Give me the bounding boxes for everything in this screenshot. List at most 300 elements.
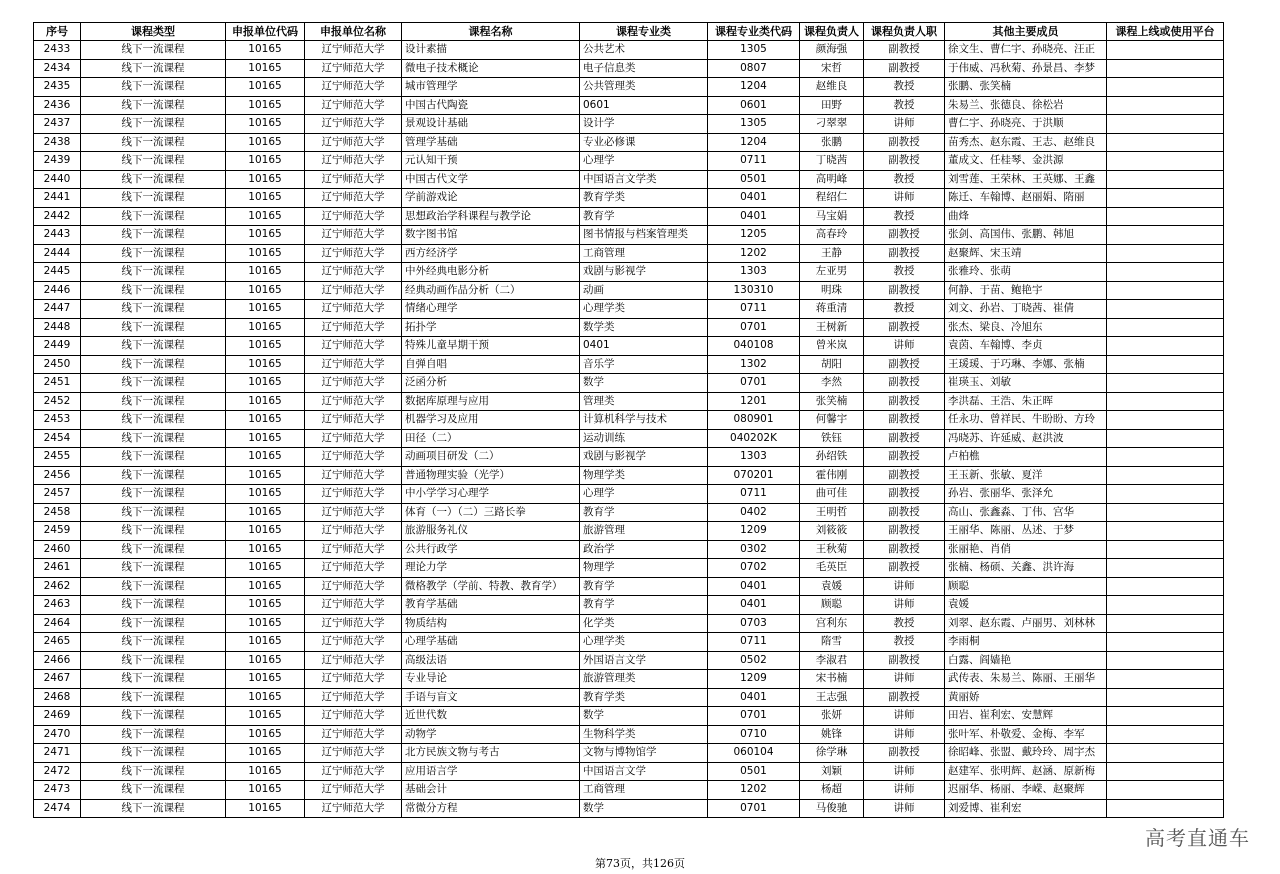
table-cell: 2454 [34,429,81,448]
table-cell: 10165 [226,725,305,744]
table-cell: 辽宁师范大学 [305,503,402,522]
table-cell: 线下一流课程 [81,485,226,504]
table-row [34,337,1224,356]
table-cell: 张剑、高国伟、张鹏、韩旭 [945,226,1107,245]
table-cell: 0402 [708,503,800,522]
table-row [34,448,1224,467]
table-row [34,522,1224,541]
table-cell: 副教授 [864,281,945,300]
table-cell: 管理类 [580,392,708,411]
table-cell: 旅游管理类 [580,670,708,689]
table-cell: 2433 [34,41,81,60]
table-cell: 0501 [708,762,800,781]
table-cell: 辽宁师范大学 [305,670,402,689]
table-cell: 0711 [708,152,800,171]
table-cell: 1305 [708,41,800,60]
table-cell: 副教授 [864,244,945,263]
table-cell: 0401 [708,688,800,707]
table-cell: 2447 [34,300,81,319]
table-cell: 徐学琳 [800,744,864,763]
table-cell: 1202 [708,781,800,800]
table-cell: 辽宁师范大学 [305,651,402,670]
table-cell: 卢柏樵 [945,448,1107,467]
table-cell: 姚锋 [800,725,864,744]
table-cell: 10165 [226,448,305,467]
table-cell: 公共管理类 [580,78,708,97]
table-cell: 10165 [226,522,305,541]
table-cell: 2443 [34,226,81,245]
table-cell: 副教授 [864,59,945,78]
table-cell: 数学类 [580,318,708,337]
column-header: 课程类型 [81,23,226,41]
table-cell: 刘文、孙岩、丁晓茜、崔倩 [945,300,1107,319]
table-cell: 1209 [708,670,800,689]
table-cell: 辽宁师范大学 [305,559,402,578]
table-cell: 辽宁师范大学 [305,244,402,263]
table-cell: 2436 [34,96,81,115]
table-cell: 微格教学（学前、特教、教育学） [402,577,580,596]
table-cell: 10165 [226,355,305,374]
table-cell: 心理学类 [580,633,708,652]
table-cell: 0401 [708,596,800,615]
table-cell: 10165 [226,540,305,559]
table-cell: 10165 [226,59,305,78]
table-cell: 副教授 [864,466,945,485]
table-cell: 王玉新、张敏、夏洋 [945,466,1107,485]
table-cell: 教授 [864,263,945,282]
table-cell: 2473 [34,781,81,800]
table-cell: 铁钰 [800,429,864,448]
table-cell: 线下一流课程 [81,207,226,226]
table-cell: 中国语言文学类 [580,170,708,189]
table-cell: 微电子技术概论 [402,59,580,78]
table-cell: 10165 [226,96,305,115]
table-cell: 思想政治学科课程与教学论 [402,207,580,226]
table-cell: 0807 [708,59,800,78]
table-cell: 线下一流课程 [81,244,226,263]
table-cell: 蒋重清 [800,300,864,319]
table-cell: 基础会计 [402,781,580,800]
table-cell: 旅游服务礼仪 [402,522,580,541]
table-cell [1107,577,1224,596]
table-cell: 10165 [226,411,305,430]
table-cell: 辽宁师范大学 [305,744,402,763]
table-row [34,226,1224,245]
table-cell: 副教授 [864,392,945,411]
column-header: 其他主要成员 [945,23,1107,41]
table-cell: 线下一流课程 [81,781,226,800]
table-cell [1107,688,1224,707]
table-cell: 辽宁师范大学 [305,596,402,615]
table-cell: 讲师 [864,115,945,134]
table-cell [1107,522,1224,541]
table-cell: 辽宁师范大学 [305,614,402,633]
table-cell: 辽宁师范大学 [305,207,402,226]
column-header: 课程专业类 [580,23,708,41]
table-cell: 顾聪 [800,596,864,615]
table-row [34,466,1224,485]
table-cell: 1303 [708,263,800,282]
table-row [34,540,1224,559]
table-cell: 2442 [34,207,81,226]
table-cell: 2463 [34,596,81,615]
table-cell: 2435 [34,78,81,97]
table-cell: 徐文生、曹仁宇、孙晓亮、汪正 [945,41,1107,60]
table-cell: 线下一流课程 [81,448,226,467]
table-cell: 王明哲 [800,503,864,522]
table-cell: 2458 [34,503,81,522]
table-cell: 10165 [226,78,305,97]
table-cell: 2440 [34,170,81,189]
table-cell [1107,41,1224,60]
table-cell: 10165 [226,744,305,763]
table-cell: 副教授 [864,411,945,430]
table-cell: 辽宁师范大学 [305,374,402,393]
table-cell: 辽宁师范大学 [305,392,402,411]
table-cell: 高级法语 [402,651,580,670]
table-cell: 辽宁师范大学 [305,263,402,282]
table-cell: 马俊驰 [800,799,864,818]
table-cell: 物质结构 [402,614,580,633]
table-cell [1107,466,1224,485]
table-cell: 程绍仁 [800,189,864,208]
table-cell: 田野 [800,96,864,115]
table-cell: 讲师 [864,762,945,781]
table-cell [1107,189,1224,208]
table-cell: 线下一流课程 [81,725,226,744]
table-cell: 何静、于苗、鲍艳宇 [945,281,1107,300]
table-cell: 中国古代文学 [402,170,580,189]
table-cell: 10165 [226,577,305,596]
table-cell: 线下一流课程 [81,96,226,115]
table-cell: 辽宁师范大学 [305,633,402,652]
table-cell: 王静 [800,244,864,263]
column-header: 课程名称 [402,23,580,41]
table-cell: 1204 [708,133,800,152]
table-cell: 刘雪莲、王荣林、王英娜、王鑫 [945,170,1107,189]
table-cell: 教授 [864,614,945,633]
table-cell: 线下一流课程 [81,707,226,726]
table-cell: 学前游戏论 [402,189,580,208]
table-cell: 040108 [708,337,800,356]
table-cell: 顾聪 [945,577,1107,596]
table-cell: 线下一流课程 [81,115,226,134]
table-cell: 泛函分析 [402,374,580,393]
table-cell [1107,448,1224,467]
table-cell: 常微分方程 [402,799,580,818]
table-cell: 教育学 [580,503,708,522]
table-cell: 自弹自唱 [402,355,580,374]
table-cell: 0401 [708,577,800,596]
table-cell: 袁媛 [800,577,864,596]
table-row [34,411,1224,430]
table-cell: 普通物理实验（光学） [402,466,580,485]
table-cell: 王秋菊 [800,540,864,559]
table-cell [1107,244,1224,263]
table-cell: 辽宁师范大学 [305,799,402,818]
table-cell: 宫利东 [800,614,864,633]
table-cell: 专业导论 [402,670,580,689]
table-cell: 数学 [580,707,708,726]
column-header: 课程负责人 [800,23,864,41]
table-cell: 物理学类 [580,466,708,485]
table-cell: 应用语言学 [402,762,580,781]
table-cell: 副教授 [864,559,945,578]
table-cell: 电子信息类 [580,59,708,78]
table-cell: 曾米岚 [800,337,864,356]
table-cell: 机器学习及应用 [402,411,580,430]
table-cell: 教授 [864,170,945,189]
table-cell: 杨超 [800,781,864,800]
table-cell [1107,744,1224,763]
table-cell: 2466 [34,651,81,670]
table-cell [1107,429,1224,448]
table-cell: 0711 [708,300,800,319]
table-cell [1107,392,1224,411]
table-cell: 辽宁师范大学 [305,300,402,319]
table-cell: 运动训练 [580,429,708,448]
table-cell: 数学 [580,799,708,818]
table-cell: 线下一流课程 [81,633,226,652]
table-cell: 刁翠翠 [800,115,864,134]
table-cell: 外国语言文学 [580,651,708,670]
table-cell: 10165 [226,133,305,152]
table-cell: 10165 [226,633,305,652]
table-cell: 副教授 [864,152,945,171]
table-cell: 李然 [800,374,864,393]
table-cell: 10165 [226,170,305,189]
table-cell: 10165 [226,374,305,393]
table-cell: 明珠 [800,281,864,300]
table-row [34,614,1224,633]
table-cell: 张笑楠 [800,392,864,411]
table-cell: 辽宁师范大学 [305,281,402,300]
table-cell: 0711 [708,633,800,652]
table-cell: 讲师 [864,577,945,596]
table-cell: 0701 [708,374,800,393]
table-cell: 教育学 [580,577,708,596]
table-cell [1107,374,1224,393]
table-cell: 北方民族文物与考古 [402,744,580,763]
table-cell: 0710 [708,725,800,744]
table-cell [1107,263,1224,282]
table-cell: 2467 [34,670,81,689]
table-cell: 副教授 [864,355,945,374]
table-cell: 讲师 [864,596,945,615]
table-cell [1107,78,1224,97]
table-cell: 讲师 [864,799,945,818]
table-cell: 0702 [708,559,800,578]
table-cell: 教授 [864,78,945,97]
table-cell: 2445 [34,263,81,282]
table-cell: 冯晓苏、许延威、赵洪波 [945,429,1107,448]
table-cell: 10165 [226,189,305,208]
table-row [34,503,1224,522]
table-cell: 1209 [708,522,800,541]
table-cell: 线下一流课程 [81,614,226,633]
table-cell: 2439 [34,152,81,171]
table-cell: 李淑君 [800,651,864,670]
table-cell: 2471 [34,744,81,763]
table-cell: 毛英臣 [800,559,864,578]
table-cell: 线下一流课程 [81,170,226,189]
table-cell [1107,670,1224,689]
table-cell: 张叶军、朴敬爱、金梅、李军 [945,725,1107,744]
table-row [34,133,1224,152]
table-cell: 白露、阎嫱艳 [945,651,1107,670]
table-cell: 2459 [34,522,81,541]
table-cell: 刘爱博、崔利宏 [945,799,1107,818]
table-cell: 高明峰 [800,170,864,189]
table-cell: 宋哲 [800,59,864,78]
table-cell: 心理学 [580,485,708,504]
table-cell: 中国语言文学 [580,762,708,781]
table-row [34,300,1224,319]
table-cell: 2446 [34,281,81,300]
table-cell: 刘翠、赵东霞、卢丽男、刘林林 [945,614,1107,633]
table-cell: 0401 [708,207,800,226]
table-cell: 李雨桐 [945,633,1107,652]
table-cell: 辽宁师范大学 [305,59,402,78]
table-cell: 文物与博物馆学 [580,744,708,763]
table-cell: 崔瑛玉、刘敏 [945,374,1107,393]
table-cell: 辽宁师范大学 [305,41,402,60]
table-cell: 线下一流课程 [81,78,226,97]
table-cell: 线下一流课程 [81,651,226,670]
table-cell: 线下一流课程 [81,762,226,781]
table-cell [1107,781,1224,800]
table-cell: 1303 [708,448,800,467]
table-cell: 10165 [226,263,305,282]
table-cell: 辽宁师范大学 [305,540,402,559]
table-cell: 物理学 [580,559,708,578]
table-cell: 0703 [708,614,800,633]
table-cell [1107,337,1224,356]
table-cell: 计算机科学与技术 [580,411,708,430]
table-cell: 10165 [226,781,305,800]
table-cell: 张楠、杨硕、关鑫、洪许海 [945,559,1107,578]
table-cell: 10165 [226,799,305,818]
table-cell: 讲师 [864,189,945,208]
table-cell: 辽宁师范大学 [305,522,402,541]
table-cell: 10165 [226,281,305,300]
table-cell [1107,59,1224,78]
table-cell: 辽宁师范大学 [305,170,402,189]
table-cell: 10165 [226,244,305,263]
table-cell: 2465 [34,633,81,652]
table-cell: 2452 [34,392,81,411]
table-cell [1107,633,1224,652]
table-cell: 副教授 [864,429,945,448]
table-cell: 刘筱筱 [800,522,864,541]
table-cell: 讲师 [864,670,945,689]
table-cell [1107,318,1224,337]
table-cell [1107,540,1224,559]
table-cell: 动画项目研发（二） [402,448,580,467]
table-cell: 高山、张鑫淼、丁伟、宫华 [945,503,1107,522]
table-cell [1107,152,1224,171]
table-cell [1107,96,1224,115]
table-cell: 数学 [580,374,708,393]
table-row [34,59,1224,78]
table-row [34,485,1224,504]
table-cell: 刘颖 [800,762,864,781]
table-row [34,244,1224,263]
table-cell: 赵维良 [800,78,864,97]
table-cell: 讲师 [864,781,945,800]
table-cell [1107,725,1224,744]
table-row [34,707,1224,726]
table-cell: 副教授 [864,651,945,670]
table-cell: 2451 [34,374,81,393]
table-cell: 教育学基础 [402,596,580,615]
table-row [34,559,1224,578]
table-cell [1107,799,1224,818]
table-cell: 线下一流课程 [81,374,226,393]
table-cell: 130310 [708,281,800,300]
table-cell: 辽宁师范大学 [305,577,402,596]
table-row [34,577,1224,596]
table-cell: 2469 [34,707,81,726]
table-cell: 动画 [580,281,708,300]
table-cell: 线下一流课程 [81,596,226,615]
table-row [34,762,1224,781]
table-cell: 0711 [708,485,800,504]
table-cell: 1205 [708,226,800,245]
table-cell: 副教授 [864,688,945,707]
table-cell [1107,596,1224,615]
table-cell: 0401 [708,189,800,208]
table-cell: 线下一流课程 [81,281,226,300]
table-cell: 政治学 [580,540,708,559]
table-cell: 张雅玲、张萌 [945,263,1107,282]
table-cell: 辽宁师范大学 [305,152,402,171]
table-cell: 辽宁师范大学 [305,448,402,467]
table-cell: 2456 [34,466,81,485]
table-cell: 李洪磊、王浩、朱正晖 [945,392,1107,411]
table-cell: 辽宁师范大学 [305,318,402,337]
table-cell: 2468 [34,688,81,707]
table-cell: 心理学类 [580,300,708,319]
column-header: 课程上线或使用平台 [1107,23,1224,41]
table-cell [1107,651,1224,670]
table-cell [1107,762,1224,781]
table-cell: 2464 [34,614,81,633]
table-cell: 心理学基础 [402,633,580,652]
table-cell: 副教授 [864,41,945,60]
table-cell: 辽宁师范大学 [305,355,402,374]
table-cell [1107,170,1224,189]
table-cell: 公共行政学 [402,540,580,559]
table-cell: 10165 [226,152,305,171]
table-cell: 何馨宇 [800,411,864,430]
table-cell: 袁茵、车翰博、李贞 [945,337,1107,356]
table-cell: 10165 [226,614,305,633]
table-cell: 副教授 [864,503,945,522]
table-cell: 10165 [226,670,305,689]
table-cell: 线下一流课程 [81,59,226,78]
table-cell: 2460 [34,540,81,559]
table-cell: 2449 [34,337,81,356]
table-cell: 线下一流课程 [81,411,226,430]
table-row [34,263,1224,282]
table-row [34,281,1224,300]
table-cell: 戏剧与影视学 [580,263,708,282]
table-cell: 2438 [34,133,81,152]
table-cell: 隋雪 [800,633,864,652]
table-cell: 10165 [226,762,305,781]
table-cell: 线下一流课程 [81,429,226,448]
